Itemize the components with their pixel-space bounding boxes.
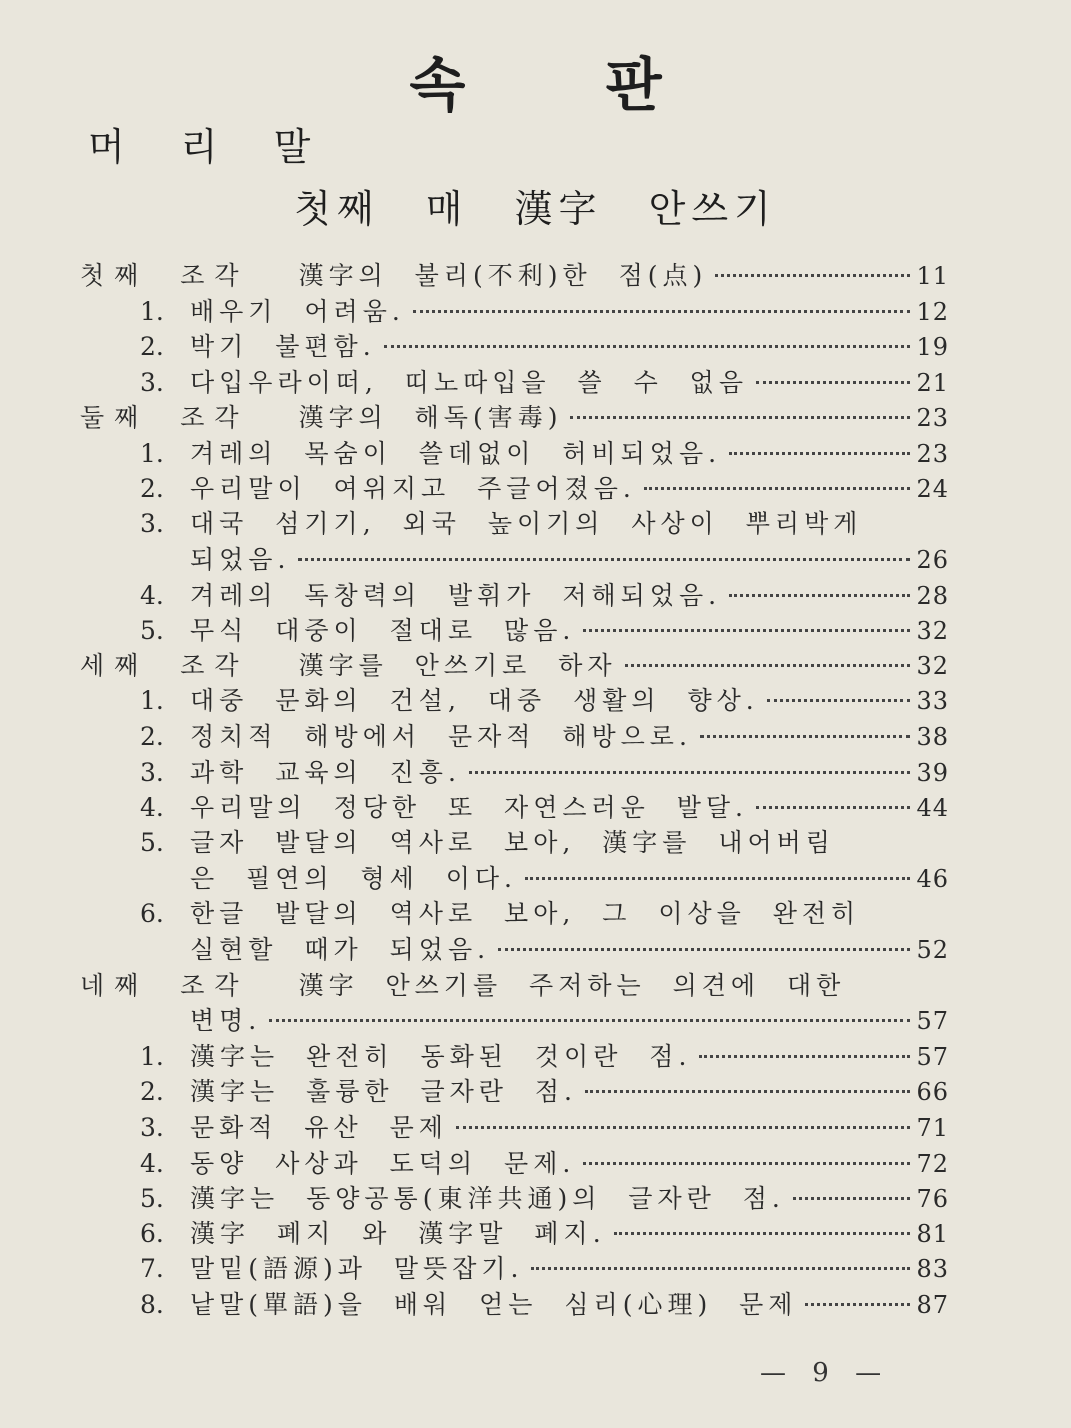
toc-chapter-label: 네째 조각 [80, 971, 249, 1000]
toc-page-number: 81 [916, 1220, 949, 1248]
dot-leader [805, 1303, 910, 1306]
toc-entry [140, 1146, 949, 1182]
toc-entry [140, 825, 871, 861]
toc-item-number: 2. [140, 722, 164, 751]
toc-entry-text: 변명. [190, 1006, 262, 1035]
toc-entry-text: 한글 발달의 역사로 보아, 그 이상을 완전히 [190, 899, 861, 928]
toc-page-number: 57 [916, 1007, 949, 1035]
toc-item-number: 1. [140, 1042, 164, 1071]
toc-entry-title [140, 1146, 575, 1182]
toc-entry-title [140, 1181, 785, 1217]
toc-entry-title [80, 648, 617, 684]
dot-leader [469, 771, 911, 774]
toc-entry [140, 1216, 949, 1252]
toc-page-number: 38 [916, 723, 949, 751]
dot-leader [525, 877, 910, 880]
toc-entry-text: 말밑(語源)과 말뜻잡기. [190, 1254, 524, 1283]
toc-entry [140, 578, 949, 614]
toc-entry-text: 되었음. [190, 545, 291, 574]
toc-page-number: 26 [916, 546, 949, 574]
toc-entry [140, 1039, 949, 1075]
toc-entry-title [140, 825, 835, 861]
toc-entry [80, 400, 949, 436]
toc-chapter-label: 세째 조각 [80, 651, 249, 680]
toc-item-number: 6. [140, 1219, 164, 1248]
toc-entry [140, 436, 949, 472]
toc-entry-title [140, 1287, 797, 1323]
toc-item-number: 6. [140, 899, 164, 928]
toc-page-number: 44 [916, 794, 949, 822]
toc-page-number: 72 [916, 1150, 949, 1178]
dot-leader [756, 381, 910, 384]
toc-page-number: 87 [916, 1291, 949, 1319]
toc-entry-title [80, 258, 707, 294]
toc-entry-text: 漢字 폐지 와 漢字말 폐지. [190, 1219, 606, 1248]
dot-leader [699, 1055, 910, 1058]
toc-page-number: 71 [916, 1114, 949, 1142]
toc-entry-text: 은 필연의 형세 이다. [190, 864, 517, 893]
toc-entry-text: 漢字는 완전히 동화된 것이란 점. [190, 1042, 692, 1071]
toc-entry [140, 1110, 949, 1146]
toc-page-number: 12 [916, 298, 949, 326]
toc-item-number: 2. [140, 474, 164, 503]
dot-leader [729, 452, 910, 455]
toc-entry-title [140, 329, 376, 365]
toc-entry [80, 648, 949, 684]
toc-entry-title [140, 294, 405, 330]
toc-entry [140, 1074, 949, 1110]
toc-entry-text: 우리말이 여위지고 주글어졌음. [190, 474, 636, 503]
toc-entry-title [190, 861, 517, 897]
part-heading: 첫째 매 漢字 안쓰기 [294, 187, 777, 231]
toc-item-number: 1. [140, 686, 164, 715]
toc-entry-text: 다입우라이떠, 띠노따입을 쓸 수 없음 [190, 368, 748, 397]
toc-entry-text: 겨레의 독창력의 발휘가 저해되었음. [190, 581, 722, 610]
toc-entry [140, 683, 949, 719]
toc-entry-text: 박기 불편함. [190, 332, 376, 361]
toc-page-number: 76 [916, 1185, 949, 1213]
toc-item-number: 4. [140, 793, 164, 822]
dot-leader [298, 558, 910, 561]
toc-item-number: 3. [140, 368, 164, 397]
toc-item-number: 4. [140, 581, 164, 610]
toc-entry [140, 365, 949, 401]
toc-page-number: 46 [916, 865, 949, 893]
toc-item-number: 3. [140, 509, 164, 538]
dot-leader [456, 1126, 911, 1129]
toc-entry-title [80, 968, 845, 1004]
toc-item-number: 1. [140, 297, 164, 326]
toc-item-number: 2. [140, 1077, 164, 1106]
toc-entry-text: 무식 대중이 절대로 많음. [190, 616, 576, 645]
toc-entry [140, 1287, 949, 1323]
toc-entry-title [80, 400, 562, 436]
toc-entry [190, 1003, 949, 1039]
toc-entry-text: 漢字는 훌륭한 글자란 점. [190, 1077, 577, 1106]
dot-leader [269, 1019, 910, 1022]
page-number: — 9 — [760, 1358, 882, 1388]
toc-entry-title [140, 896, 860, 932]
preface-heading: 머 리 말 [88, 125, 333, 169]
toc-entry-title [190, 542, 290, 578]
toc-entry-title [140, 1039, 691, 1075]
toc-entry-title [140, 365, 748, 401]
toc-entry [140, 896, 871, 932]
dot-leader [531, 1267, 910, 1270]
toc-page-number: 19 [916, 333, 949, 361]
toc-entry [140, 1251, 949, 1287]
toc-entry-title [140, 471, 636, 507]
toc-page-number: 66 [916, 1078, 949, 1106]
toc-entry-text: 겨레의 목숨이 쓸데없이 허비되었음. [190, 439, 722, 468]
page-title: 속 판 [409, 51, 722, 119]
dot-leader [729, 594, 910, 597]
toc-entry-title [190, 1003, 261, 1039]
toc-entry [190, 932, 949, 968]
toc-item-number: 3. [140, 758, 164, 787]
toc-item-number: 5. [140, 1184, 164, 1213]
toc-item-number: 1. [140, 439, 164, 468]
toc-entry [140, 755, 949, 791]
toc-entry-text: 글자 발달의 역사로 보아, 漢字를 내어버림 [190, 828, 835, 857]
toc-item-number: 4. [140, 1149, 164, 1178]
dot-leader [715, 274, 910, 277]
toc-entry-text: 문화적 유산 문제 [190, 1113, 448, 1142]
toc-page-number: 21 [916, 369, 949, 397]
toc-entry-title [140, 1074, 577, 1110]
toc-entry-text: 漢字는 동양공통(東洋共通)의 글자란 점. [190, 1184, 785, 1213]
toc-chapter-label: 첫째 조각 [80, 261, 249, 290]
toc-entry-text: 우리말의 정당한 또 자연스러운 발달. [190, 793, 748, 822]
toc-entry-text: 배우기 어려움. [190, 297, 405, 326]
dot-leader [644, 487, 911, 490]
toc-entry-text: 정치적 해방에서 문자적 해방으로. [190, 722, 692, 751]
toc-entry-text: 대국 섬기기, 외국 높이기의 사상이 뿌리박게 [190, 509, 863, 538]
toc-entry-title [140, 613, 575, 649]
toc-item-number: 3. [140, 1113, 164, 1142]
dot-leader [498, 948, 910, 951]
toc-entry [190, 861, 949, 897]
dot-leader [384, 345, 911, 348]
toc-page-number: 24 [916, 475, 949, 503]
toc-page-number: 23 [916, 440, 949, 468]
toc-entry-text: 漢字의 해독(害毒) [298, 403, 563, 432]
toc-entry [140, 329, 949, 365]
dot-leader [793, 1197, 911, 1200]
dot-leader [583, 629, 910, 632]
toc-chapter-label: 둘째 조각 [80, 403, 249, 432]
toc-entry-text: 漢字 안쓰기를 주저하는 의견에 대한 [298, 971, 846, 1000]
toc-entry-title [140, 1251, 523, 1287]
toc-page-number: 23 [916, 404, 949, 432]
toc-entry [140, 719, 949, 755]
toc-entry [140, 506, 871, 542]
toc-page-number: 28 [916, 582, 949, 610]
toc-page-number: 32 [916, 652, 949, 680]
toc-item-number: 5. [140, 828, 164, 857]
dot-leader [614, 1232, 911, 1235]
dot-leader [585, 1090, 910, 1093]
toc-entry-title [140, 1110, 448, 1146]
dot-leader [583, 1162, 910, 1165]
toc-entry-text: 대중 문화의 건설, 대중 생활의 향상. [190, 686, 759, 715]
dot-leader [767, 699, 911, 702]
toc-entry-text: 과학 교육의 진흥. [190, 758, 461, 787]
toc-page-number: 83 [916, 1255, 949, 1283]
toc-entry-text: 실현할 때가 되었음. [190, 935, 491, 964]
toc-entry [140, 471, 949, 507]
toc-page-number: 32 [916, 617, 949, 645]
dot-leader [700, 735, 911, 738]
toc-item-number: 8. [140, 1290, 164, 1319]
toc-page-number: 11 [916, 262, 949, 290]
toc-entry-title [140, 719, 692, 755]
toc-entry-title [140, 790, 748, 826]
toc-entry [140, 294, 949, 330]
toc-page-number: 33 [916, 687, 949, 715]
toc-entry [140, 1181, 949, 1217]
toc-page-number: 52 [916, 936, 949, 964]
toc-page-number: 57 [916, 1043, 949, 1071]
toc-entry-title [140, 578, 721, 614]
toc-item-number: 2. [140, 332, 164, 361]
toc-entry [80, 968, 871, 1004]
dot-leader [756, 806, 910, 809]
toc-entry [140, 790, 949, 826]
toc-entry-text: 漢字의 불리(不利)한 점(点) [298, 261, 708, 290]
toc-page-number: 39 [916, 759, 949, 787]
toc-entry-text: 漢字를 안쓰기로 하자 [298, 651, 617, 680]
toc-entry-title [140, 1216, 606, 1252]
toc-entry-text: 낱말(單語)을 배워 얻는 심리(心理) 문제 [190, 1290, 798, 1319]
toc-item-number: 5. [140, 616, 164, 645]
toc-entry-title [190, 932, 490, 968]
toc-entry [80, 258, 949, 294]
toc-item-number: 7. [140, 1254, 164, 1283]
toc-entry-title [140, 683, 759, 719]
toc-entry-title [140, 436, 721, 472]
dot-leader [413, 310, 911, 313]
toc-entry [140, 613, 949, 649]
toc-entry-title [140, 506, 862, 542]
toc-entry [190, 542, 949, 578]
toc-entry-text: 동양 사상과 도덕의 문제. [190, 1149, 576, 1178]
dot-leader [625, 664, 911, 667]
dot-leader [570, 416, 910, 419]
toc-entry-title [140, 755, 461, 791]
